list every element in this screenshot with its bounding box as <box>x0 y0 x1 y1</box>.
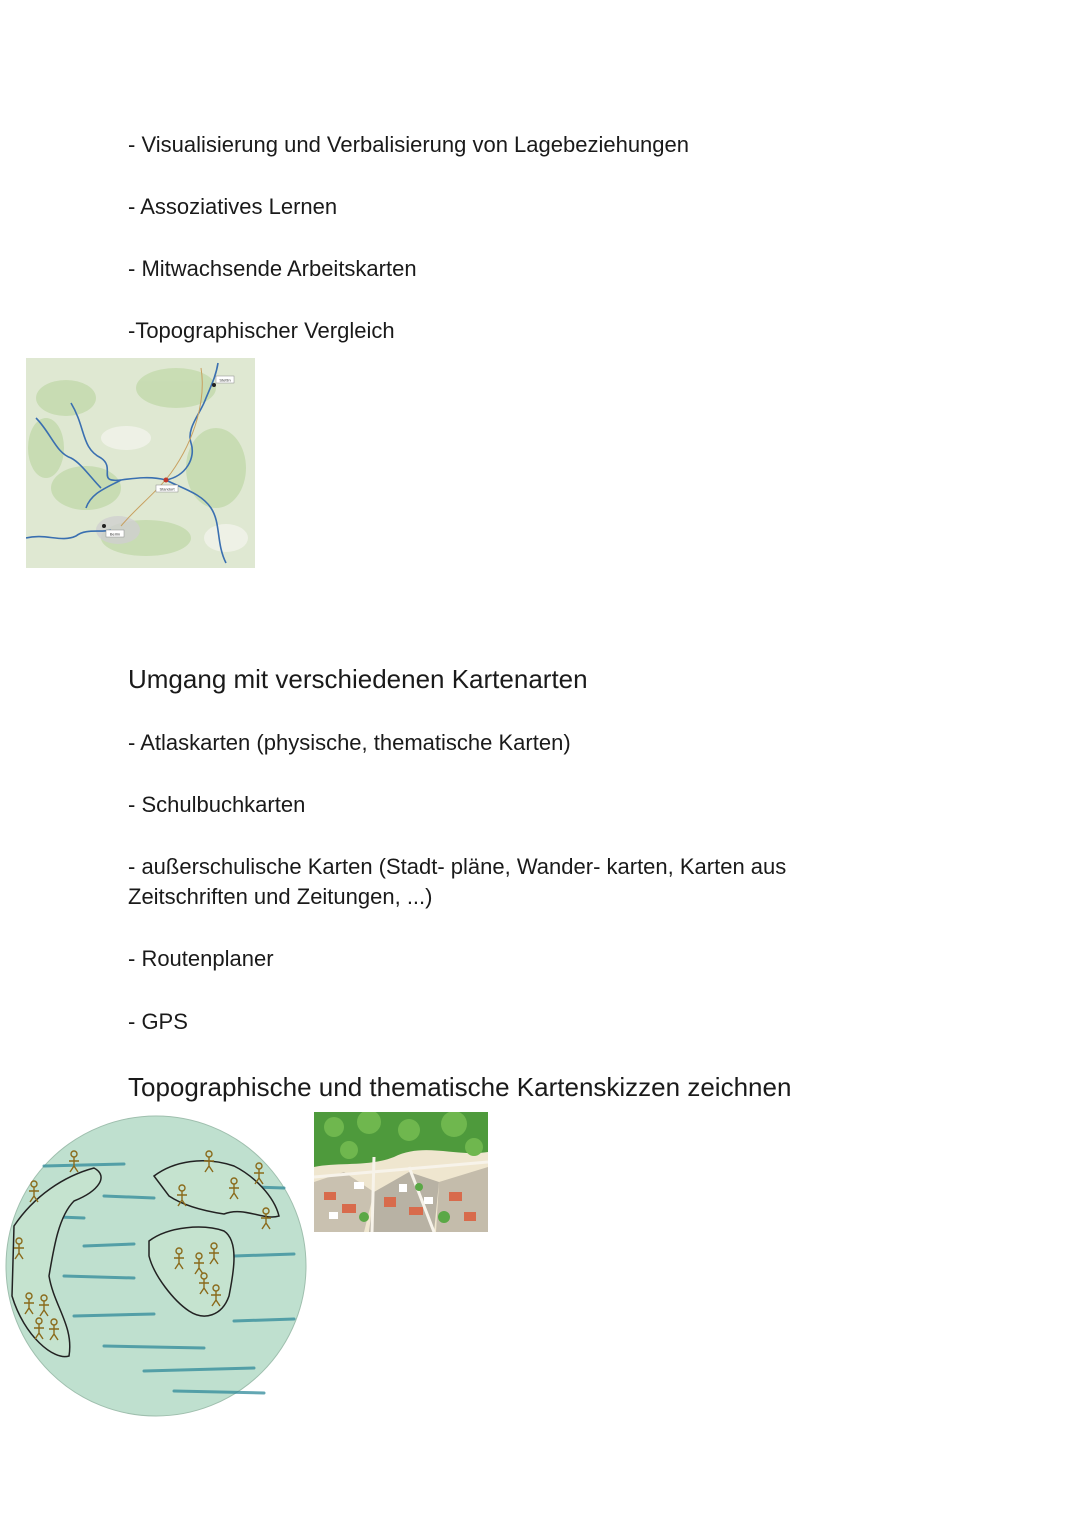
section-heading-kartenskizzen: Topographische und thematische Kartenskizzen zeichnen <box>128 1072 792 1102</box>
list-item-gps: - GPS <box>128 1009 188 1034</box>
list-item-schulbuchkarten: - Schulbuchkarten <box>128 792 306 817</box>
list-item-ausserschulische-karten: - außerschulische Karten (Stadt- pläne, Wander- karten, Karten aus Zeitschriften und Zeitungen, ...) <box>128 854 787 909</box>
list-item-lagebeziehungen: - Visualisierung und Verbalisierung von Lagebeziehungen <box>128 132 689 157</box>
section-heading-kartenarten: Umgang mit verschiedenen Kartenarten <box>128 664 588 694</box>
globe-sketch-image <box>4 1106 309 1426</box>
map-label-stettin: Stettin <box>219 377 231 383</box>
map-label-standort: Standort <box>159 486 175 492</box>
map-label-berlin: Berlin <box>109 531 121 537</box>
list-item-arbeitskarten: - Mitwachsende Arbeitskarten <box>128 256 417 281</box>
city-map-image <box>314 1112 488 1232</box>
list-item-atlaskarten: - Atlaskarten (physische, thematische Karten) <box>128 730 571 755</box>
list-item-routenplaner: - Routenplaner <box>128 946 274 971</box>
list-item-assoziatives-lernen: - Assoziatives Lernen <box>128 194 338 219</box>
route-map-image <box>26 358 255 568</box>
list-item-topographischer-vergleich: -Topographischer Vergleich <box>128 318 395 343</box>
